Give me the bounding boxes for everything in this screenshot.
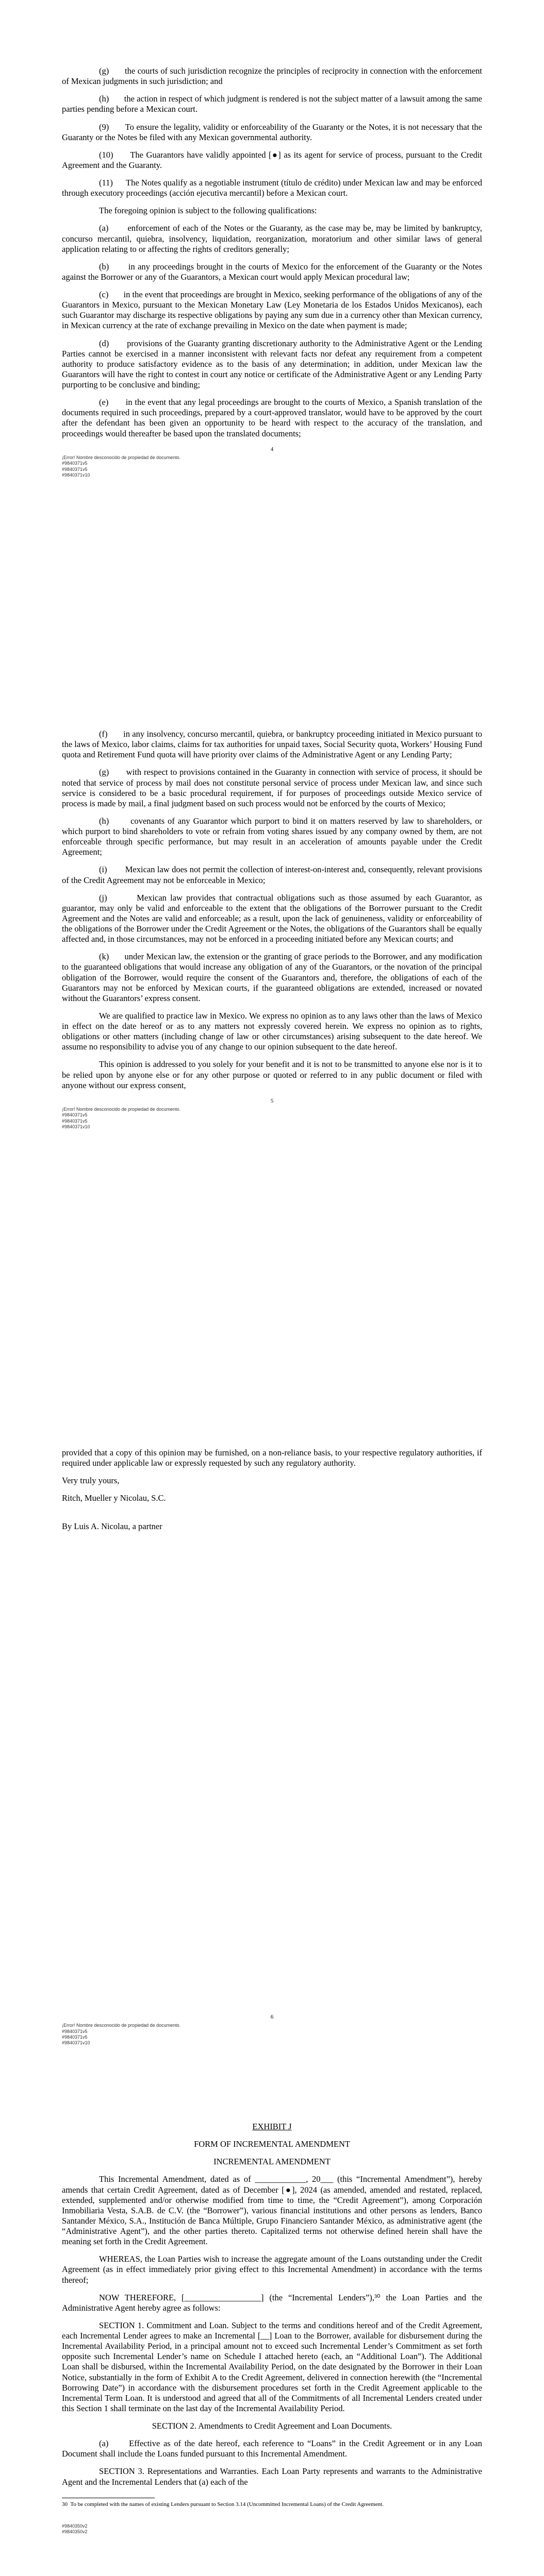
paragraph: This opinion is addressed to you solely for your benefit and it is not to be transmitted to anyone else nor is it to be relied upon by anyone else or for any other purpose or quoted or referred to in any public document or filed with anyone without our express consent,	[62, 1059, 482, 1090]
page-number: 6	[270, 2014, 274, 2020]
paragraph: (a) enforcement of each of the Notes or the Guaranty, as the case may be, may be limited by bankruptcy, concurso mercantil, quiebra, insolvency, liquidation, reorganization, moratorium and other similar laws of general application relating to or affecting the rights of creditors generally;	[62, 223, 482, 254]
page-4	[0, 66, 544, 478]
paragraph: (h) covenants of any Guarantor which purport to bind it on matters reserved by law to shareholders, or which purport to bind shareholders to vote or refrain from voting shares issued by any company owned by them, are not enforceable through specific performance, but may result in an acceleration of amounts payable under the Credit Agreement;	[62, 816, 482, 857]
now-therefore-paragraph: NOW THEREFORE, [__________________] (the “Incremental Lenders”),³⁰ the Loan Parties and the Administrative Agent hereby agree as follows:	[62, 2292, 482, 2313]
page-6	[0, 1448, 544, 1539]
section-2-heading: SECTION 2. Amendments to Credit Agreement and Loan Documents.	[152, 2421, 392, 2431]
paragraph: (e) in the event that any legal proceedings are brought to the courts of Mexico, a Spanish translation of the documents required in such proceedings, prepared by a court-approved translator, would have to be approved by the court after the defendant has been given an opportunity to be heard with respect to the accuracy of the translation, and proceedings would thereafter be based upon the translated documents;	[62, 397, 482, 438]
footer-line: #9840371v5	[62, 2034, 88, 2040]
footer-line: ¡Error! Nombre desconocido de propiedad de documento.	[62, 2023, 181, 2028]
firm-name: Ritch, Mueller y Nicolau, S.C.	[62, 1493, 166, 1503]
paragraph: (f) in any insolvency, concurso mercantil, quiebra, or bankruptcy proceeding initiated in Mexico pursuant to the laws of Mexico, labor claims, claims for tax authorities for unpaid taxes, Social Security quota, Workers’ Housing Fund quota and Retirement Fund quota will have priority over claims of the Administrative Agent or any Lending Party;	[62, 729, 482, 760]
page-number: 4	[270, 446, 274, 452]
section-2a: (a) Effective as of the date hereof, each reference to “Loans” in the Credit Agreement or in any Loan Document shall include the Loans funded pursuant to this Incremental Amendment.	[62, 2438, 482, 2459]
footer-line: #9840371v10	[62, 2040, 90, 2046]
paragraph: (b) in any proceedings brought in the courts of Mexico for the enforcement of the Guaranty or the Notes against the Borrower or any of the Guarantors, a Mexican court would apply Mexican procedural law;	[62, 261, 482, 282]
paragraph: (i) Mexican law does not permit the collection of interest-on-interest and, consequently, relevant provisions of the Credit Agreement may not be enforceable in Mexico;	[62, 865, 482, 885]
exhibit-title: EXHIBIT J	[252, 2122, 292, 2131]
paragraph: (11) The Notes qualify as a negotiable instrument (título de crédito) under Mexican law and may be enforced through executory proceedings (acción ejecutiva mercantil) before a Mexican court.	[62, 178, 482, 198]
paragraph: (h) the action in respect of which judgment is rendered is not the subject matter of a lawsuit among the same parties pending before a Mexican court.	[62, 94, 482, 114]
footer-line: #9840371v5	[62, 1112, 88, 1118]
page-5	[0, 729, 544, 1130]
footer-line: #9840371v10	[62, 1124, 90, 1129]
agreement-heading: INCREMENTAL AMENDMENT	[213, 2157, 331, 2167]
paragraph: (k) under Mexican law, the extension or the granting of grace periods to the Borrower, and any modification to the guaranteed obligations that would increase any obligation of any of the Guarantors, or the novation of the principal obligation of the Borrower, would require the consent of the Guarantors and, therefore, the obligations of each of the Guarantors may not be enforced by Mexican courts, if the guaranteed obligations are extended, increased or novated without the Guarantors’ express consent.	[62, 952, 482, 1003]
section-3: SECTION 3. Representations and Warranties. Each Loan Party represents and warrants to the Administrative Agent and the Incremental Lenders that (a) each of the	[62, 2466, 482, 2487]
footer-line: #9840371v5	[62, 461, 88, 466]
paragraph: (c) in the event that proceedings are brought in Mexico, seeking performance of the obligations of any of the Guarantors in Mexico, pursuant to the Mexican Monetary Law (Ley Monetaria de los Estados Unidos Mexicanos), each such Guarantor may discharge its respective obligations by paying any sum due in a currency other than Mexican currency, in Mexican currency at the rate of exchange prevailing in Mexico on the date when payment is made;	[62, 290, 482, 331]
page-number: 5	[270, 1097, 274, 1104]
page-footer	[62, 2023, 482, 2046]
paragraph: (j) Mexican law provides that contractual obligations such as those assumed by each Guarantor, as guarantor, may only be valid and enforceable to the extent that the obligations of the Borrower pursuant to the Credit Agreement and the Notes are valid and enforceable; as a result, upon the lack of genuineness, validity or enforceability of the obligations of the Borrower under the Credit Agreement or the Notes, the obligations of the Guarantors shall be equally affected and, in those circumstances, may not be enforced in a proceeding initiated before any Mexican courts; and	[62, 892, 482, 944]
footer-line: #9840350v2	[62, 2529, 88, 2535]
footer-line: #9840371v5	[62, 2028, 88, 2034]
section-1: SECTION 1. Commitment and Loan. Subject to the terms and conditions hereof and of the Credit Agreement, each Incremental Lender agrees to make an Incremental [__] Loan to the Borrower, available for disbursement during the Incremental Availability Period, in a principal amount not to exceed such Incremental Lender’s Commitment as set forth opposite such Incremental Lender’s name on Schedule I attached hereto (each, an “Additional Loan”). The Additional Loan shall be disbursed, within the Incremental Availability Period, on the date designated by the Borrower in their Loan Notice, substantially in the form of Exhibit A to the Credit Agreement, delivered in connection herewith (the “Incremental Borrowing Date”) in accordance with the disbursement procedures set forth in the Credit Agreement applicable to the Incremental Term Loan. It is understood and agreed that all of the Commitments of all Incremental Lenders created under this Section 1 shall terminate on the last day of the Incremental Availability Period.	[62, 2320, 482, 2413]
paragraph: (10) The Guarantors have validly appointed [●] as its agent for service of process, pursuant to the Credit Agreement and the Guaranty.	[62, 149, 482, 170]
footer-line: ¡Error! Nombre desconocido de propiedad de documento.	[62, 455, 181, 461]
intro-paragraph: This Incremental Amendment, dated as of ____________, 20___ (this “Incremental Amendment”), hereby amends that certain Credit Agreement, dated as of December [●], 2024 (as amended, amended and restated, replaced, extended, supplemented and/or otherwise modified from time to time, the “Credit Agreement”), among Corporación Inmobiliaria Vesta, S.A.B. de C.V. (the “Borrower”), various financial institutions and other persons as lenders, Banco Santander México, S.A., Institución de Banca Múltiple, Grupo Financiero Santander México, as administrative agent (the “Administrative Agent”), and the other parties thereto. Capitalized terms not otherwise defined herein shall have the meaning set forth in the Credit Agreement.	[62, 2174, 482, 2247]
paragraph: The foregoing opinion is subject to the following qualifications:	[99, 206, 317, 216]
page-6-foot	[0, 2012, 544, 2046]
whereas-paragraph: WHEREAS, the Loan Parties wish to increase the aggregate amount of the Loans outstanding under the Credit Agreement (as in effect immediately prior giving effect to this Incremental Amendment) in accordance with the terms thereof;	[62, 2254, 482, 2285]
paragraph: provided that a copy of this opinion may be furnished, on a non-reliance basis, to your respective regulatory authorities, if required under applicable law or expressly requested by such any regulatory authority.	[62, 1448, 482, 1468]
signature-line: By Luis A. Nicolau, a partner	[62, 1521, 162, 1531]
closing: Very truly yours,	[62, 1476, 120, 1486]
paragraph: (g) the courts of such jurisdiction recognize the principles of reciprocity in connection with the enforcement of Mexican judgments in such jurisdiction; and	[62, 66, 482, 87]
footnote: 30 To be completed with the names of existing Lenders pursuant to Section 3.14 (Uncommitted Incremental Loans) of the Credit Agreement.	[62, 2501, 384, 2507]
footer-line: #9840350v2	[62, 2523, 88, 2529]
footer-line: #9840371v5	[62, 466, 88, 472]
exhibit-heading: FORM OF INCREMENTAL AMENDMENT	[194, 2139, 350, 2149]
paragraph: (9) To ensure the legality, validity or enforceability of the Guaranty or the Notes, it is not necessary that the Guaranty or the Notes be filed with any Mexican governmental authority.	[62, 122, 482, 142]
paragraph: (d) provisions of the Guaranty granting discretionary authority to the Administrative Agent or the Lending Parties cannot be exercised in a manner inconsistent with relevant facts nor defeat any requirement from a competent authority to produce satisfactory evidence as to the basis of any determination; in addition, under Mexican law the Guarantors will have the right to contest in court any notice or certificate of the Administrative Agent or any Lending Party purporting to be conclusive and binding;	[62, 338, 482, 389]
paragraph: (g) with respect to provisions contained in the Guaranty in connection with service of process, it should be noted that service of process by mail does not constitute personal service of process under Mexican law, and since such service is considered to be a basic procedural requirement, if for purposes of proceedings outside Mexico service of process is made by mail, a final judgment based on such process would not be enforced by the courts of Mexico;	[62, 767, 482, 808]
footer-line: ¡Error! Nombre desconocido de propiedad de documento.	[62, 1107, 181, 1112]
exhibit-j-page	[0, 2122, 544, 2535]
footer-line: #9840371v10	[62, 472, 90, 478]
page-footer	[62, 455, 482, 478]
paragraph: We are qualified to practice law in Mexico. We express no opinion as to any laws other than the laws of Mexico in effect on the date hereof or as to any matters not expressly covered herein. We express no opinion as to rights, obligations or other matters (including change of law or other circumstances) arising subsequent to the date hereof. We assume no responsibility to advise you of any change to our opinion subsequent to the date hereof.	[62, 1010, 482, 1052]
page-footer	[62, 2523, 482, 2535]
page-footer	[62, 1107, 482, 1130]
footer-line: #9840371v5	[62, 1118, 88, 1124]
